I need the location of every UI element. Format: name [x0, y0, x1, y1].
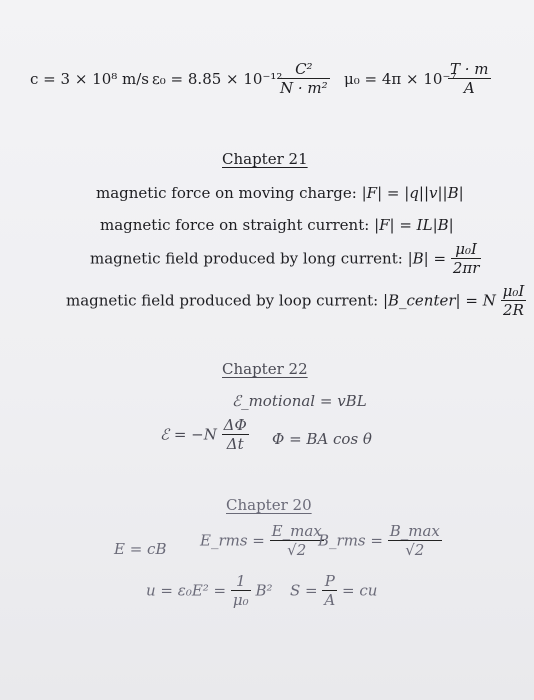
formula-lhs: S =: [290, 581, 318, 600]
formula-rhs: B²: [255, 581, 273, 600]
permeability-constant: μ₀ = 4π × 10⁻⁷: [344, 70, 457, 88]
formula-b-rms: [318, 522, 442, 559]
formula-lhs: E_rms =: [200, 531, 265, 550]
formula-magnetic-flux: Φ = BA cos θ: [272, 430, 372, 448]
speed-of-light: c = 3 × 10⁸ m/s: [30, 70, 149, 88]
formula-lhs: |B_center| = N: [382, 291, 496, 310]
formula-lhs: B_rms =: [318, 531, 383, 550]
permittivity-unit: $\frac{\text{C²}}{\text{N · m²}}$: [280, 60, 328, 97]
formula-label: magnetic field produced by long current:: [90, 249, 403, 268]
formula-lhs: ℰ = −N: [160, 425, 217, 444]
formula-fraction: $\frac{E\_\max}{√2}$: [271, 522, 322, 559]
formula-rhs: = cu: [342, 581, 378, 600]
formula-lhs: u = ε₀E² =: [146, 581, 227, 600]
formula-fraction: $\frac{\Delta\Phi}{\Delta t}$: [223, 416, 247, 453]
formula-label: magnetic force on moving charge:: [96, 184, 357, 202]
chapter-22-heading: Chapter 22: [222, 360, 308, 378]
permeability-unit: $\frac{T \cdot m}{A}$: [450, 60, 489, 97]
formula-fraction: $\frac{1}{\text{μ₀}}$: [232, 572, 249, 609]
formula-motional-emf: ℰ_motional = vBL: [232, 392, 367, 410]
formula-e-equals-cb: E = cB: [114, 540, 167, 558]
formula-field-loop-current: [66, 282, 526, 319]
formula-expression: |F| = |q||v||B|: [361, 184, 464, 202]
formula-fraction: $\frac{\text{μ₀I}}{2\pi r}$: [452, 240, 480, 277]
formula-intensity: [290, 572, 377, 609]
permittivity-constant: ε₀ = 8.85 × 10⁻¹²: [152, 70, 283, 88]
formula-label: magnetic field produced by loop current:: [66, 291, 379, 310]
chapter-21-heading: Chapter 21: [222, 150, 308, 168]
formula-fraction: $\frac{P}{A}$: [324, 572, 336, 609]
formula-force-moving-charge: [96, 184, 464, 202]
formula-label: magnetic force on straight current:: [100, 216, 370, 234]
formula-lhs: |B| =: [407, 249, 447, 268]
formula-energy-density: [146, 572, 273, 609]
formula-expression: |F| = IL|B|: [374, 216, 454, 234]
chapter-20-heading: Chapter 20: [226, 496, 312, 514]
formula-e-rms: [200, 522, 324, 559]
formula-force-straight-current: [100, 216, 454, 234]
formula-field-long-current: [90, 240, 481, 277]
formula-faraday-law: [160, 416, 249, 453]
formula-fraction: $\frac{\text{μ₀I}}{2R}$: [502, 282, 525, 319]
formula-fraction: $\frac{B\_\max}{√2}$: [389, 522, 440, 559]
